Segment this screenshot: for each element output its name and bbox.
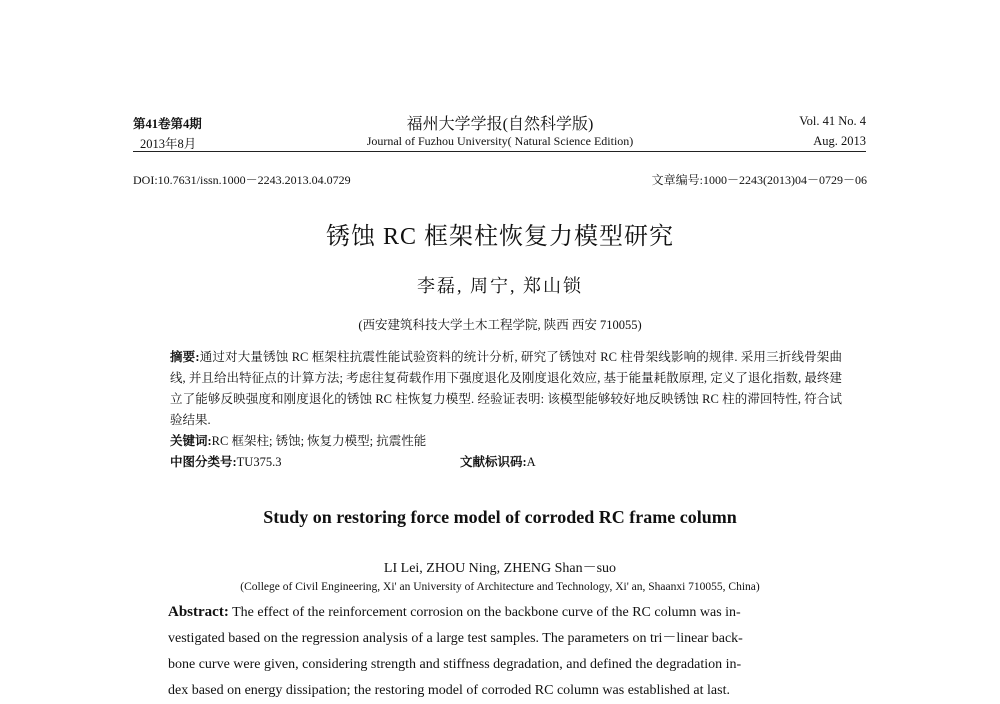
doi: DOI:10.7631/issn.1000－2243.2013.04.0729 — [133, 173, 351, 187]
abstract-cn-block — [170, 347, 842, 473]
abstract-cn-label: 摘要: — [170, 350, 200, 364]
abstract-en — [168, 599, 842, 704]
abstract-cn-text: 通过对大量锈蚀 RC 框架柱抗震性能试验资料的统计分析, 研究了锈蚀对 RC 柱骨架线影响的规律. 采用三折线骨架曲线, 并且给出特征点的计算方法; 考虑往复荷载作用下强度退化及刚度退化效应, 基于能量耗散原理, 定义了退化指数, 最终建立了能够反映强度和刚度退化的锈蚀 RC 柱恢复力模型. 经验证表明: 该模型能够较好地反映锈蚀 RC 柱的滞回特性, 符合试验结果. — [170, 350, 842, 427]
keywords-cn — [170, 431, 842, 452]
clc-value: TU375.3 — [236, 455, 282, 469]
abstract-cn — [170, 347, 842, 431]
abstract-en-line: Abstract: The effect of the reinforcement corrosion on the backbone curve of the RC column was in- — [168, 604, 741, 620]
volume-issue: 第41卷第4期 — [133, 117, 202, 131]
abstract-en-line: bone curve were given, considering strength and stiffness degradation, and defined the degradation in- — [168, 657, 742, 672]
authors-en: LI Lei, ZHOU Ning, ZHENG Shan－suo — [383, 561, 617, 576]
issue-date-en: Aug. 2013 — [813, 134, 866, 148]
doc-code-label: 文献标识码: — [460, 455, 527, 469]
volume-en: Vol. 41 No. 4 — [799, 114, 866, 128]
issue-date-cn: 2013年8月 — [140, 137, 197, 151]
article-number: 文章编号:1000－2243(2013)04－0729－06 — [651, 173, 867, 187]
header-rule — [133, 151, 866, 152]
affiliation-cn: (西安建筑科技大学土木工程学院, 陕西 西安 710055) — [358, 318, 642, 332]
doc-code — [460, 452, 536, 473]
abstract-en-line: dex based on energy dissipation; the restoring model of corroded RC column was established at last. — [168, 683, 730, 698]
journal-title-en: Journal of Fuzhou University( Natural Science Edition) — [366, 134, 634, 148]
authors-cn: 李磊, 周宁, 郑山锁 — [417, 276, 583, 296]
abstract-en-label: Abstract: — [168, 604, 229, 620]
classification-line — [170, 452, 842, 473]
clc-label: 中图分类号: — [170, 455, 237, 469]
journal-title-cn: 福州大学学报(自然科学版) — [406, 116, 594, 133]
keywords-text: RC 框架柱; 锈蚀; 恢复力模型; 抗震性能 — [211, 434, 427, 448]
affiliation-en: (College of Civil Engineering, Xi' an University of Architecture and Technology, Xi' an, Shaanxi 710055, China) — [240, 581, 760, 593]
keywords-label: 关键词: — [170, 434, 212, 448]
doc-code-value: A — [526, 455, 536, 469]
paper-title-en: Study on restoring force model of corroded RC frame column — [263, 507, 737, 527]
paper-title-cn: 锈蚀 RC 框架柱恢复力模型研究 — [325, 224, 674, 250]
abstract-en-line: vestigated based on the regression analysis of a large test samples. The parameters on tri－linear back- — [168, 631, 743, 646]
